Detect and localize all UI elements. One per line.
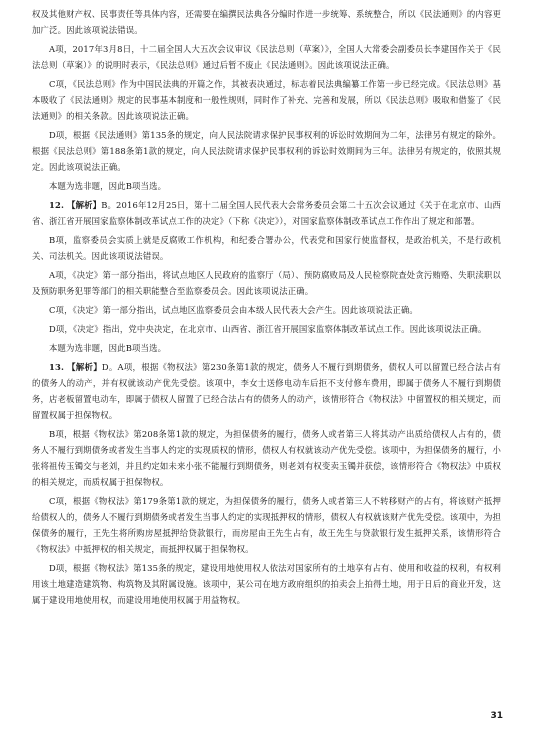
paragraph: B项，根据《物权法》第208条第1款的规定，为担保债务的履行，债务人或者第三人将其动产出质给债权人占有的，债务人不履行到期债务或者发生当事人约定的实现质权的情形，债权人有权就该动产优先受偿。该项中，为担保债务的履行，小张将祖传玉镯交与老刘，并且约定如未来小张不能履行到期债务，则老刘有权变卖玉镯并获偿，该情形符合《物权法》中质权的相关规定，而质权属于担保物权。 [32,429,501,487]
paragraph: 权及其他财产权、民事责任等具体内容，还需要在编撰民法典各分编时作进一步统筹、系统整合，所以《民法通则》的内容更加广泛。因此该项说法错误。 [32,9,501,35]
paragraph: 本题为选非题，因此B项当选。 [49,181,167,191]
paragraph: A项，2017年3月8日，十二届全国人大五次会议审议《民法总则（草案）》，全国人大常委会副委员长李建国作关于《民法总则（草案）》的说明时表示，《民法总则》通过后暂不废止《民法通则》。因此该项说法正确。 [32,44,501,70]
answer-text: D。A项，根据《物权法》第230条第1款的规定，债务人不履行到期债务，债权人可以留置已经合法占有的债务人的动产，并有权就该动产优先受偿。该项中，李女士送修电动车后拒不支付修车费用，即属于债务人不履行到期债务，店老板留置电动车，即属于债权人留置了已经合法占有的债务人的动产，该情形符合《物权法》中留置权的相关规定，而留置权属于担保物权。 [32,362,502,420]
paragraph: 本题为选非题，因此B项当选。 [49,343,167,353]
paragraph: D项，根据《物权法》第135条的规定，建设用地使用权人依法对国家所有的土地享有占有、使用和收益的权利，有权利用该土地建造建筑物、构筑物及其附属设施。该项中，某公司在地方政府组织的拍卖会上拍得土地，用于日后的商业开发，这属于建设用地使用权，而建设用地使用权属于用益物权。 [32,563,501,605]
paragraph: B项，监察委员会实质上就是反腐败工作机构，和纪委合署办公，代表党和国家行使监督权，是政治机关，不是行政机关、司法机关。因此该项说法错误。 [32,235,501,261]
answer-label: 13. 【解析】 [49,362,102,372]
page-number: 31 [490,711,503,721]
answer-label: 12. 【解析】 [49,200,102,210]
paragraph: D项，《决定》指出，党中央决定，在北京市、山西省、浙江省开展国家监察体制改革试点工作。因此该项说法正确。 [49,324,487,334]
paragraph: A项，《决定》第一部分指出，将试点地区人民政府的监察厅（局）、预防腐败局及人民检察院查处贪污贿赂、失职渎职以及预防职务犯罪等部门的相关职能整合至监察委员会。因此该项说法正确。 [32,270,501,296]
paragraph: C项，根据《物权法》第179条第1款的规定，为担保债务的履行，债务人或者第三人不转移财产的占有，将该财产抵押给债权人的，债务人不履行到期债务或者发生当事人约定的实现抵押权的情形，债权人有权就该财产优先受偿。该项中，为担保债务的履行，王先生将所购房屋抵押给贷款银行，而房屋由王先生占有，故王先生与贷款银行发生抵押关系，该情形符合《物权法》中抵押权的相关规定，而抵押权属于担保物权。 [32,496,501,554]
answer-paragraph [32,359,501,423]
answer-text: B。2016年12月25日，第十二届全国人民代表大会常务委员会第二十五次会议通过《关于在北京市、山西省、浙江省开展国家监察体制改革试点工作的决定》（下称《决定》），对国家监察体制改革试点工作作出了规定和部署。 [32,200,501,226]
answer-paragraph [32,197,501,229]
paragraph: C项，《民法总则》作为中国民法典的开篇之作，其被表决通过，标志着民法典编纂工作第一步已经完成。《民法总则》基本吸收了《民法通则》规定的民事基本制度和一般性规则，同时作了补充、完善和发展，所以《民法总则》吸取和借鉴了《民法通则》的相关条款。因此该项说法正确。 [32,79,501,121]
paragraph: D项，根据《民法通则》第135条的规定，向人民法院请求保护民事权利的诉讼时效期间为二年，法律另有规定的除外。根据《民法总则》第188条第1款的规定，向人民法院请求保护民事权利的诉讼时效期间为三年。法律另有规定的，依照其规定。因此该项说法正确。 [32,130,501,172]
paragraph: C项，《决定》第一部分指出，试点地区监察委员会由本级人民代表大会产生。因此该项说法正确。 [49,305,418,315]
